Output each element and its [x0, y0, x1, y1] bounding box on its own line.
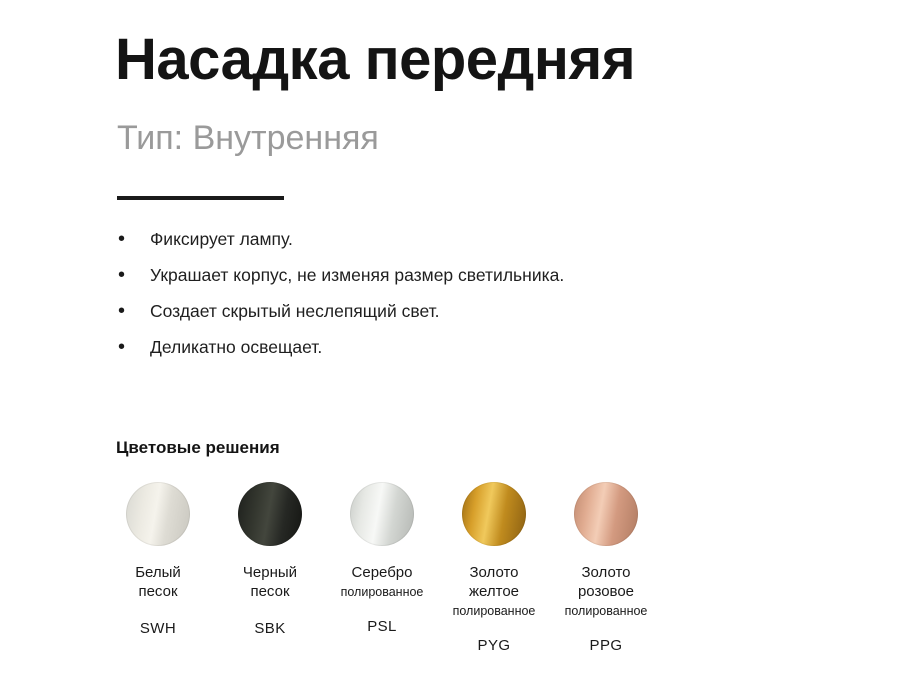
swatch-name — [214, 564, 326, 602]
swatch-code: SWH — [139, 619, 177, 637]
swatch-name-line2: розовое — [577, 582, 635, 600]
swatch-finish: полированное — [564, 603, 648, 618]
swatch-code: SBK — [254, 619, 286, 637]
swatch-name — [550, 564, 662, 602]
list-item — [112, 300, 812, 326]
feature-text: Украшает корпус, не изменяя размер светильника. — [150, 265, 565, 285]
bullet-icon: • — [118, 336, 126, 358]
color-swatch-item[interactable] — [214, 478, 326, 654]
colors-section-heading: Цветовые решения — [116, 438, 280, 457]
list-item — [112, 336, 812, 362]
swatch-circle-wrapper — [326, 478, 438, 550]
swatch-name — [438, 564, 550, 602]
swatch-finish: полированное — [452, 603, 536, 618]
list-item — [112, 228, 812, 254]
color-swatch-circle — [238, 482, 302, 546]
swatch-name-line1: Золото — [469, 564, 519, 581]
feature-list — [112, 228, 812, 372]
swatch-circle-wrapper — [438, 478, 550, 550]
swatch-name-line1: Золото — [581, 564, 631, 581]
bullet-icon: • — [118, 264, 126, 286]
swatch-code: PPG — [589, 636, 623, 654]
swatch-name-line2: песок — [250, 582, 290, 600]
swatch-code: PYG — [477, 636, 511, 654]
swatch-name — [326, 564, 438, 583]
page-title: Насадка передняя — [115, 27, 636, 92]
title-divider — [117, 196, 284, 200]
color-swatch-item[interactable] — [550, 478, 662, 654]
color-swatch-list — [102, 478, 662, 654]
swatch-circle-wrapper — [102, 478, 214, 550]
page-subtitle: Тип: Внутренняя — [117, 119, 379, 157]
swatch-name-line1: Белый — [135, 564, 181, 581]
list-item — [112, 264, 812, 290]
swatch-name — [102, 564, 214, 602]
bullet-icon: • — [118, 228, 126, 250]
color-swatch-circle — [350, 482, 414, 546]
swatch-name-line2: песок — [138, 582, 178, 600]
color-swatch-circle — [574, 482, 638, 546]
swatch-circle-wrapper — [550, 478, 662, 550]
feature-text: Фиксирует лампу. — [150, 229, 293, 249]
color-swatch-circle — [462, 482, 526, 546]
swatch-name-line1: Серебро — [351, 564, 413, 581]
color-swatch-item[interactable] — [326, 478, 438, 654]
swatch-circle-wrapper — [214, 478, 326, 550]
swatch-name-line2: желтое — [468, 582, 520, 600]
color-swatch-item[interactable] — [438, 478, 550, 654]
feature-text: Деликатно освещает. — [150, 337, 323, 357]
color-swatch-item[interactable] — [102, 478, 214, 654]
bullet-icon: • — [118, 300, 126, 322]
swatch-finish: полированное — [340, 584, 424, 599]
color-swatch-circle — [126, 482, 190, 546]
swatch-name-line1: Черный — [242, 564, 298, 581]
feature-text: Создает скрытый неслепящий свет. — [150, 301, 440, 321]
swatch-code: PSL — [367, 618, 397, 635]
